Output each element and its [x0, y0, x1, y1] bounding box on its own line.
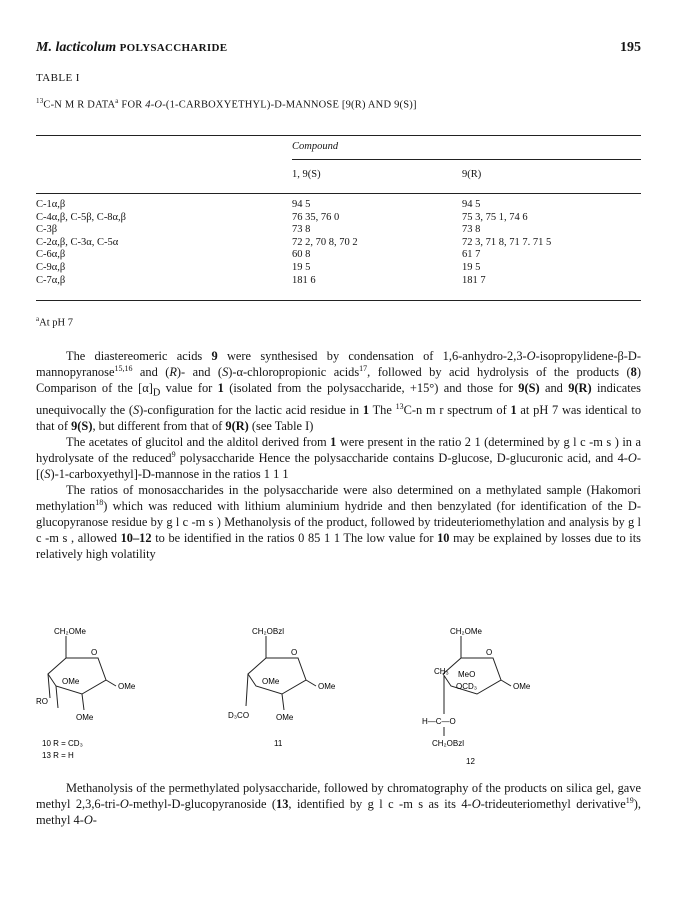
- text-run: ) Comparison of the [α]: [36, 365, 642, 396]
- compound-header: Compound: [292, 141, 339, 152]
- text-run: 15,16: [114, 363, 133, 373]
- text-run: , identified by g l c -m s as its 4-: [288, 797, 472, 812]
- text-run: S: [132, 402, 140, 417]
- running-title: [36, 40, 227, 56]
- text-run: indicates unequivocally the (: [36, 381, 641, 417]
- footnote-text: At pH 7: [39, 317, 73, 329]
- caption-isotope: 13: [36, 97, 44, 105]
- text-run: )- and (: [176, 365, 223, 380]
- bond: [246, 674, 248, 706]
- s12-ch2ome: CH₂OMe: [450, 627, 482, 636]
- row-value-2: 75 3, 75 1, 74 6: [462, 211, 528, 223]
- table-row: [36, 199, 641, 212]
- table-label: TABLE I: [36, 72, 80, 84]
- row-value-1: 19 5: [292, 261, 311, 273]
- table-row: [36, 212, 641, 225]
- text-run: S: [222, 365, 229, 380]
- table-row: [36, 224, 641, 237]
- text-run: and (: [132, 365, 170, 380]
- table-caption: [36, 97, 417, 111]
- s11-ome-ring: OMe: [262, 677, 280, 686]
- bond: [306, 680, 316, 686]
- text-run: )-α-chloropropionic acids: [228, 365, 360, 380]
- row-value-1: 94 5: [292, 199, 311, 210]
- row-value-2: 94 5: [462, 199, 481, 210]
- text-run: -isopropylidene-β-D-mannopyranose: [36, 349, 641, 380]
- bond: [282, 694, 284, 710]
- text-run: )-1-carboxyethyl]-D-mannose in the ratios 1 1 1: [50, 466, 289, 481]
- table-row: [36, 249, 641, 262]
- row-value-1: 76 35, 76 0: [292, 211, 340, 223]
- row-value-2: 72 3, 71 8, 71 7. 71 5: [462, 236, 552, 248]
- running-head: [36, 40, 641, 60]
- row-label: C-3β: [36, 224, 58, 236]
- text-run: Methanolysis of the permethylated polysaccharide, followed by chromatography of the products on silica gel, gave methyl 2,3,6-tri-: [36, 781, 641, 812]
- text-run: value for: [160, 381, 218, 396]
- s10-ring-o: O: [91, 648, 98, 657]
- structure-10-13: [48, 636, 116, 710]
- row-label: C-4α,β, C-5β, C-8α,β: [36, 211, 127, 223]
- text-run: R: [169, 365, 177, 380]
- body-text-upper: [36, 348, 641, 562]
- text-run: 1: [217, 381, 224, 396]
- text-run: 13: [395, 401, 404, 411]
- text-run: -methyl-D-glucopyranoside (: [128, 797, 277, 812]
- row-value-1: 73 8: [292, 224, 311, 236]
- text-run: The ratios of monosaccharides in the polysaccharide were also determined on a methylated sample (Hakomori methylation: [36, 482, 641, 513]
- structures-svg: [36, 624, 641, 774]
- text-run: 18: [95, 497, 104, 507]
- text-run: , followed by acid hydrolysis of the products (: [367, 365, 631, 380]
- text-run: ), methyl 4-: [36, 797, 641, 828]
- row-label: C-1α,β: [36, 199, 66, 210]
- table-row: [36, 237, 641, 250]
- text-run: (see Table I): [248, 418, 314, 433]
- text-run: 17: [359, 363, 368, 373]
- page-number: 195: [620, 40, 641, 55]
- text-run: and: [539, 381, 569, 396]
- s11-ring-o: O: [291, 648, 298, 657]
- s12-meo: MeO: [458, 670, 476, 679]
- structures-figure: [36, 624, 641, 774]
- s11-label: 11: [274, 739, 283, 748]
- text-run: -trideuteriomethyl derivative: [480, 797, 626, 812]
- text-run: 8: [630, 365, 637, 380]
- s12-ocd3: OCD₃: [456, 682, 478, 691]
- caption-nmr: C-N M R DATA: [43, 99, 116, 111]
- s12-ome-anomeric: OMe: [513, 682, 531, 691]
- caption-footnote-mark: a: [115, 97, 119, 105]
- table-row: [36, 262, 641, 275]
- text-run: ) which was reduced with lithium aluminium hydride and then benzylated (for identification of the D-glucopyranose residue by g l c -m s ) Methanolysis of the product, followed by trideuteriomethylation and analysis by g l c -m s , allowed: [36, 498, 641, 545]
- s10-ome-ring: OMe: [62, 677, 80, 686]
- structure-11: [246, 636, 316, 710]
- s10-ch2ome: CH₂OMe: [54, 627, 86, 636]
- text-run: O: [526, 349, 536, 363]
- caption-position: 4-O-: [145, 99, 166, 111]
- text-run: polysaccharide Hence the polysaccharide contains D-glucose, D-glucuronic acid, and 4-: [175, 450, 628, 465]
- s10-ome-anomeric: OMe: [118, 682, 136, 691]
- text-run: may be explained by losses due to its relatively high volatility: [36, 530, 642, 562]
- running-title-genus: M. lacticolum: [36, 40, 117, 55]
- table-top-rule: [36, 135, 641, 136]
- row-label: C-6α,β: [36, 249, 66, 261]
- row-value-2: 73 8: [462, 224, 481, 236]
- row-value-1: 72 2, 70 8, 70 2: [292, 236, 358, 248]
- s10-ro: RO: [36, 697, 48, 706]
- table-body: [36, 199, 641, 287]
- column-header-2: 9(R): [462, 169, 482, 180]
- text-run: O: [627, 450, 637, 465]
- text-run: 13: [276, 797, 289, 812]
- table-footnote: [36, 315, 73, 329]
- s10-label-10: 10 R = CD₃: [42, 739, 83, 748]
- row-value-2: 19 5: [462, 261, 481, 273]
- text-run: 19: [625, 795, 634, 805]
- footnote-mark: a: [36, 315, 40, 323]
- text-run: 10–12: [120, 530, 152, 545]
- caption-compound: (1-CARBOXYETHYL)-D-MANNOSE [9(R) AND 9(S)]: [165, 99, 417, 111]
- s12-ch2obzl: CH₂OBzl: [432, 739, 464, 748]
- s12-label: 12: [466, 757, 475, 766]
- text-run: 10: [437, 530, 450, 545]
- s11-ome-c2: OMe: [276, 713, 294, 722]
- text-run: 1: [330, 434, 337, 449]
- s12-ch3: CH₃: [434, 667, 449, 676]
- text-run: -: [92, 813, 97, 828]
- text-run: to be identified in the ratios 0 85 1 1 The low value for: [151, 530, 438, 545]
- ring-bonds: [248, 658, 306, 694]
- row-value-2: 181 7: [462, 274, 486, 286]
- text-run: were synthesised by condensation of 1,6-anhydro-2,3-: [217, 349, 527, 363]
- text-run: -[(: [36, 450, 641, 481]
- paragraph-methanolysis: [36, 780, 641, 828]
- text-run: D: [152, 387, 161, 399]
- s10-label-13: 13 R = H: [42, 751, 74, 760]
- caption-for: FOR: [118, 99, 146, 111]
- bond: [501, 680, 511, 686]
- bond: [82, 694, 84, 710]
- text-run: 9(S): [518, 381, 540, 396]
- text-run: (isolated from the polysaccharide, +15°) and those for: [223, 381, 519, 396]
- row-label: C-7α,β: [36, 274, 66, 286]
- bond: [106, 680, 116, 686]
- s11-d3co: D₃CO: [228, 711, 250, 720]
- paragraph-synthesis: [36, 348, 641, 434]
- text-run: C-n m r spectrum of: [403, 402, 511, 417]
- running-title-rest: POLYSACCHARIDE: [119, 42, 228, 54]
- text-run: O: [471, 797, 481, 812]
- text-run: S: [44, 466, 51, 481]
- text-run: at pH 7 was identical to that of: [36, 402, 642, 433]
- header-rule: [36, 193, 641, 194]
- s11-ome-anomeric: OMe: [318, 682, 336, 691]
- text-run: The acetates of glucitol and the alditol derived from: [66, 434, 331, 449]
- text-run: 9(R): [225, 418, 249, 433]
- text-run: 1: [362, 402, 370, 417]
- row-value-2: 61 7: [462, 249, 481, 261]
- row-value-1: 60 8: [292, 249, 311, 261]
- s12-ring-o: O: [486, 648, 493, 657]
- body-text-lower: [36, 780, 641, 828]
- paragraph-acetates: [36, 434, 641, 482]
- compound-rule: [292, 159, 641, 160]
- text-run: O: [83, 813, 93, 828]
- text-run: were present in the ratio 2 1 (determined by g l c -m s ) in a hydrolysate of the reduced: [36, 434, 642, 465]
- row-value-1: 181 6: [292, 274, 316, 286]
- text-run: 9(R): [568, 381, 592, 396]
- text-run: 1: [510, 402, 517, 417]
- row-label: C-2α,β, C-3α, C-5α: [36, 236, 119, 248]
- s10-ome-c2: OMe: [76, 713, 94, 722]
- text-run: The: [369, 402, 396, 417]
- text-run: O: [119, 797, 129, 812]
- text-run: 9: [211, 349, 218, 363]
- s11-ch2obzl: CH₂OBzl: [252, 627, 284, 636]
- bond: [56, 686, 58, 708]
- text-run: )-configuration for the lactic acid residue in: [139, 402, 363, 417]
- s12-hco: H—C—O: [422, 717, 456, 726]
- bond: [48, 674, 50, 698]
- text-run: 9(S): [71, 418, 93, 433]
- column-header-1: 1, 9(S): [292, 169, 321, 180]
- text-run: The diastereomeric acids: [66, 349, 212, 363]
- text-run: , but different from that of: [92, 418, 226, 433]
- table-row: [36, 275, 641, 288]
- text-run: 9: [171, 449, 176, 459]
- table-bottom-rule: [36, 300, 641, 301]
- paragraph-ratios: [36, 482, 641, 562]
- row-label: C-9α,β: [36, 261, 66, 273]
